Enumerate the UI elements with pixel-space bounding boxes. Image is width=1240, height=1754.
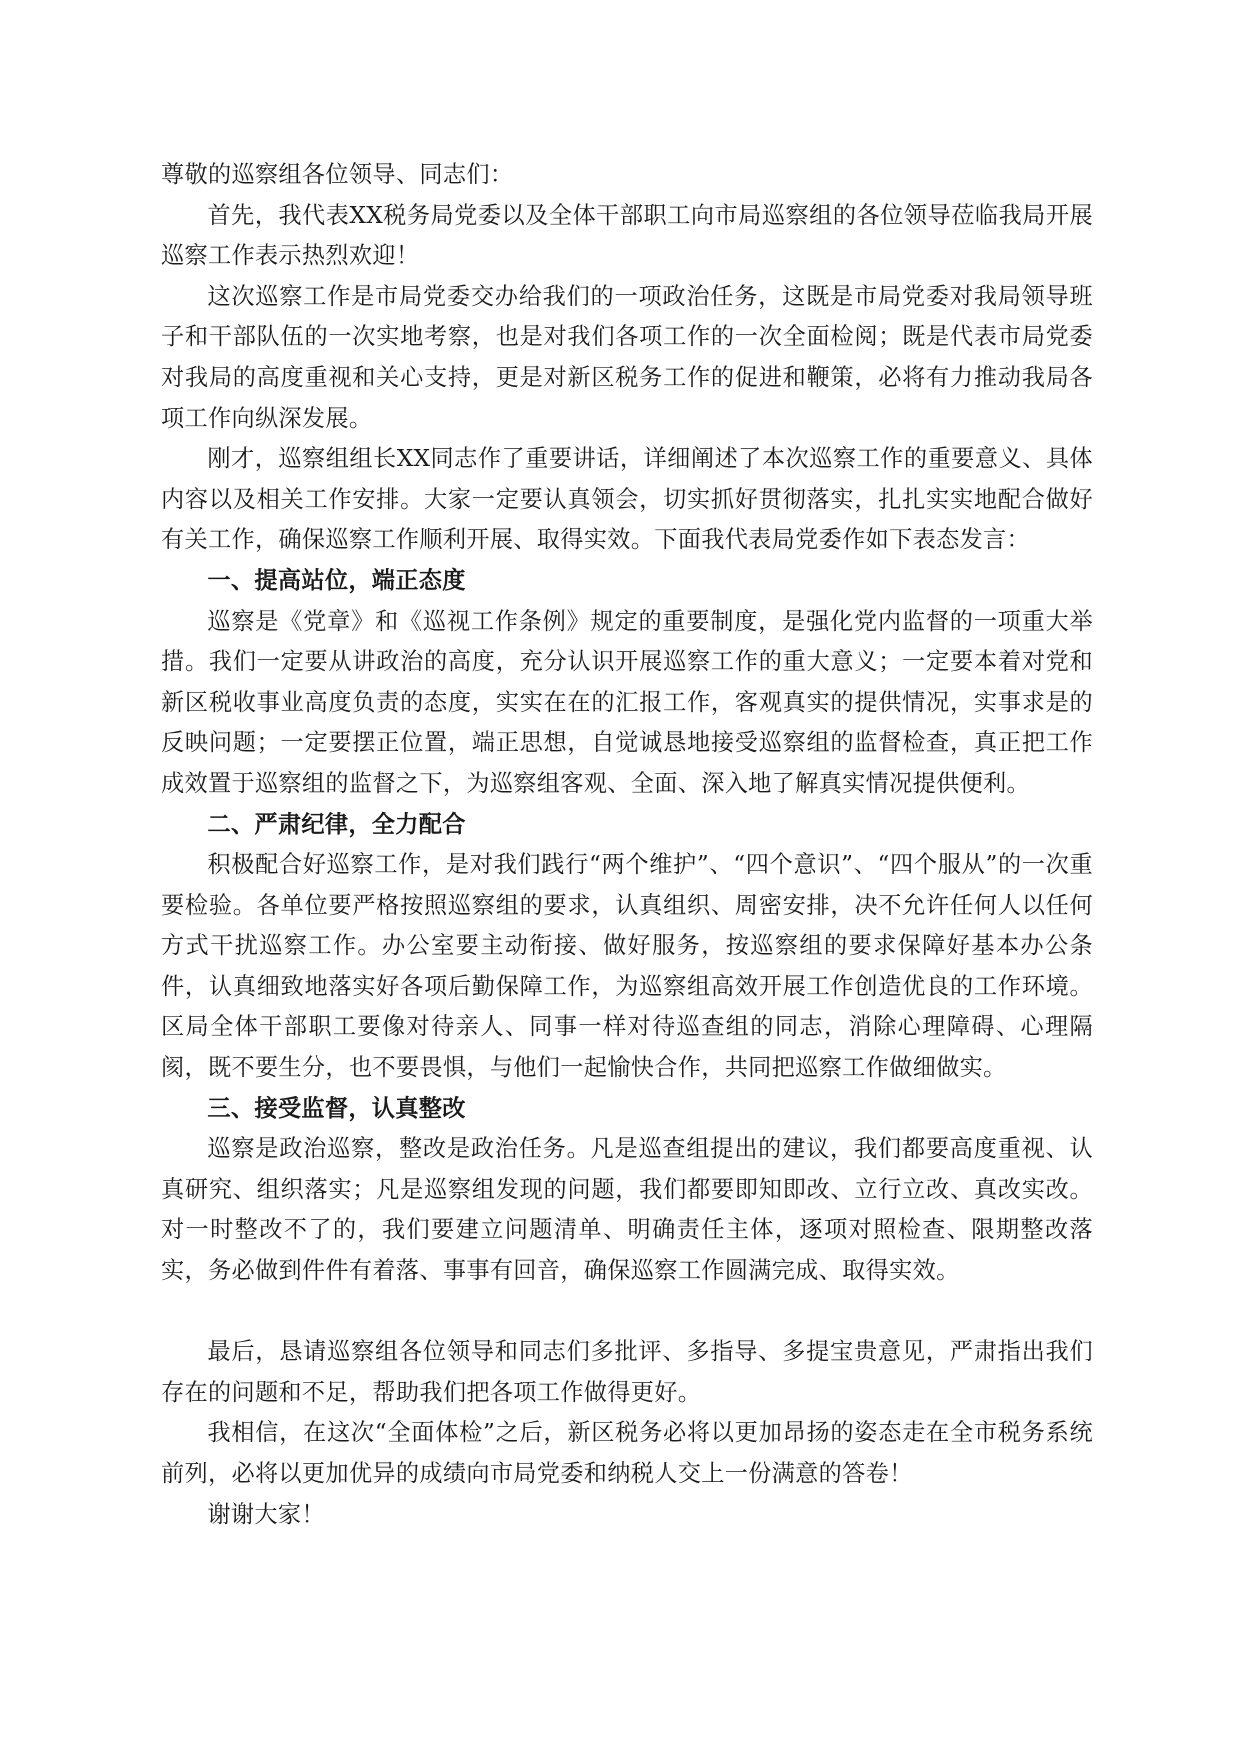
document-body	[161, 155, 1093, 1535]
salutation: 尊敬的巡察组各位领导、同志们：	[161, 161, 514, 188]
paragraph-gap	[161, 1292, 1093, 1333]
section-body-1: 巡察是《党章》和《巡视工作条例》规定的重要制度，是强化党内监督的一项重大举措。我们一定要从讲政治的高度，充分认识开展巡察工作的重大意义；一定要本着对党和新区税收事业高度负责的态度，实实在在的汇报工作，客观真实的提供情况，实事求是的反映问题；一定要摆正位置，端正思想，自觉诚恳地接受巡察组的监督检查，真正把工作成效置于巡察组的监督之下，为巡察组客观、全面、深入地了解真实情况提供便利。	[161, 607, 1093, 797]
paragraph-introduction: 刚才，巡察组组长XX同志作了重要讲话，详细阐述了本次巡察工作的重要意义、具体内容以及相关工作安排。大家一定要认真领会，切实抓好贯彻落实，扎扎实实地配合做好有关工作，确保巡察工作顺利开展、取得实效。下面我代表局党委作如下表态发言：	[161, 445, 1093, 554]
closing-confidence: 我相信，在这次“全面体检”之后，新区税务必将以更加昂扬的姿态走在全市税务系统前列，必将以更加优异的成绩向市局党委和纳税人交上一份满意的答卷！	[161, 1419, 1093, 1487]
paragraph-welcome: 首先，我代表XX税务局党委以及全体干部职工向市局巡察组的各位领导莅临我局开展巡察工作表示热烈欢迎！	[161, 201, 1093, 270]
closing-thanks: 谢谢大家！	[207, 1500, 325, 1528]
paragraph-significance: 这次巡察工作是市局党委交办给我们的一项政治任务，这既是市局党委对我局领导班子和干部队伍的一次实地考察，也是对我们各项工作的一次全面检阅；既是代表市局党委对我局的高度重视和关心支持，更是对新区税务工作的促进和鞭策，必将有力推动我局各项工作向纵深发展。	[161, 282, 1093, 432]
section-heading-3: 三、接受监督，认真整改	[207, 1094, 466, 1122]
section-body-2: 积极配合好巡察工作，是对我们践行“两个维护”、“四个意识”、“四个服从”的一次重要检验。各单位要严格按照巡察组的要求，认真组织、周密安排，决不允许任何人以任何方式干扰巡察工作。办公室要主动衔接、做好服务，按巡察组的要求保障好基本办公条件，认真细致地落实好各项后勤保障工作，为巡察组高效开展工作创造优良的工作环境。区局全体干部职工要像对待亲人、同事一样对待巡查组的同志，消除心理障碍、心理隔阂，既不要生分，也不要畏惧，与他们一起愉快合作，共同把巡察工作做细做实。	[161, 851, 1093, 1082]
section-body-3: 巡察是政治巡察，整改是政治任务。凡是巡查组提出的建议，我们都要高度重视、认真研究、组织落实；凡是巡察组发现的问题，我们都要即知即改、立行立改、真改实改。对一时整改不了的，我们要建立问题清单、明确责任主体，逐项对照检查、限期整改落实，务必做到件件有着落、事事有回音，确保巡察工作圆满完成、取得实效。	[161, 1135, 1093, 1285]
section-heading-1: 一、提高站位，端正态度	[207, 566, 466, 594]
section-heading-2: 二、严肃纪律，全力配合	[207, 810, 466, 838]
closing-request: 最后，恳请巡察组各位领导和同志们多批评、多指导、多提宝贵意见，严肃指出我们存在的问题和不足，帮助我们把各项工作做得更好。	[161, 1338, 1093, 1406]
